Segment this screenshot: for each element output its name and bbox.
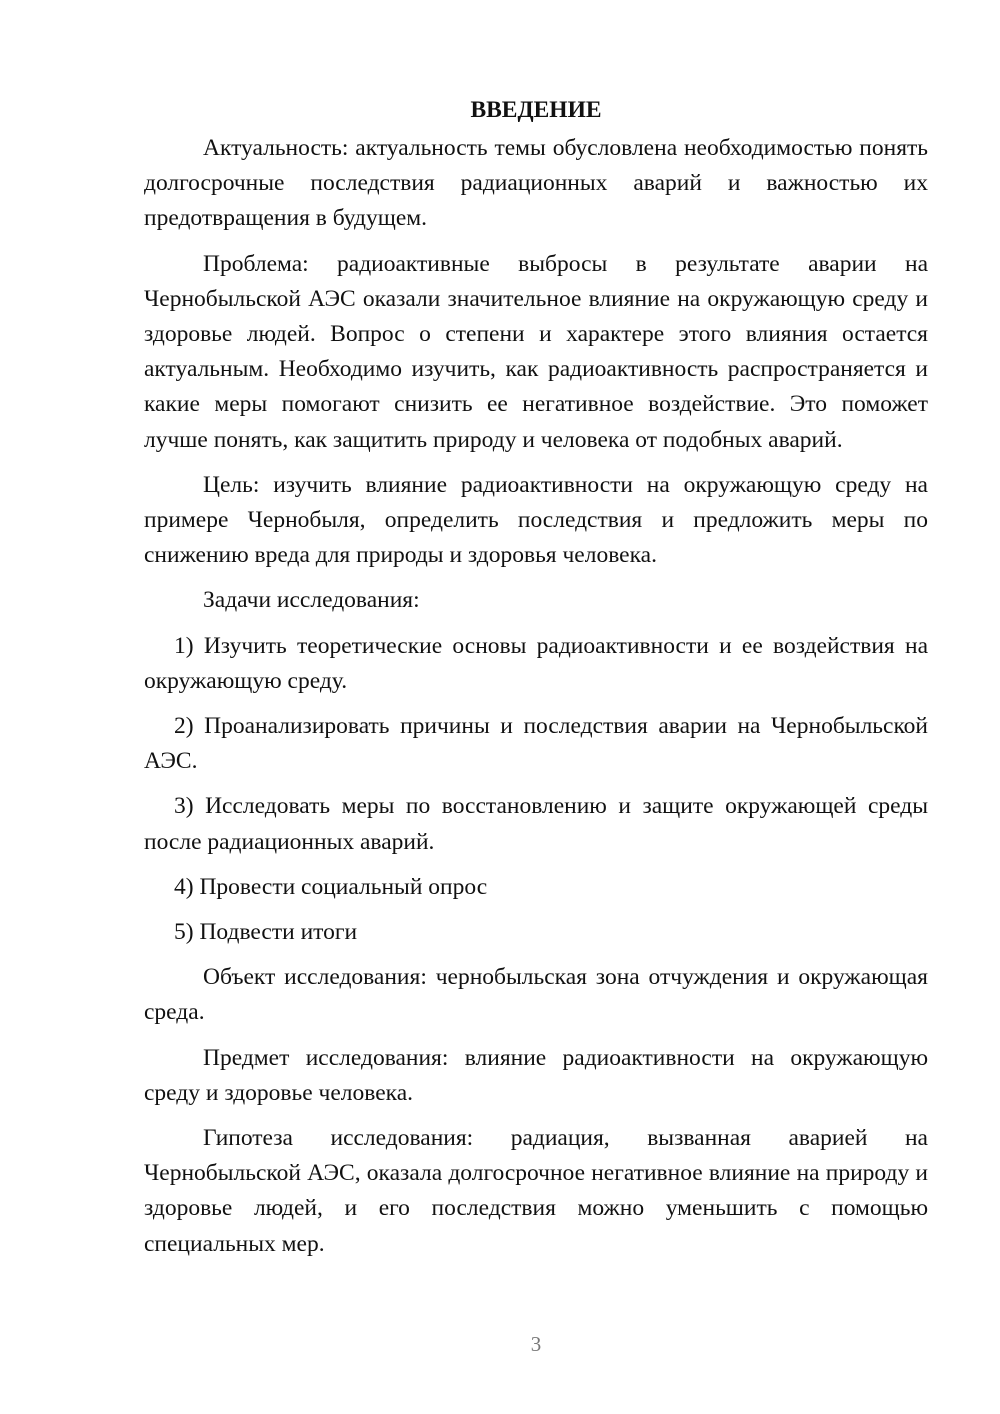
paragraph-relevance: Актуальность: актуальность темы обусловлена необходимостью понять долгосрочные последствия радиационных аварий и важностью их предотвращения в будущем. xyxy=(144,135,928,232)
task-item-4: 4) Провести социальный опрос xyxy=(174,873,488,900)
paragraph-tasks-heading: Задачи исследования: xyxy=(203,587,420,614)
task-item-3: 3) Исследовать меры по восстановлению и защите окружающей среды после радиационных аварий. xyxy=(144,793,928,855)
paragraph-goal: Цель: изучить влияние радиоактивности на окружающую среду на примере Чернобыля, определить последствия и предложить меры по снижению вреда для природы и здоровья человека. xyxy=(144,471,928,569)
paragraph-hypothesis: Гипотеза исследования: радиация, вызванная аварией на Чернобыльской АЭС, оказала долгосрочное негативное влияние на природу и здоровье людей, и его последствия можно уменьшить с помощью специальных мер. xyxy=(144,1125,928,1257)
paragraph-object: Объект исследования: чернобыльская зона отчуждения и окружающая среда. xyxy=(144,964,928,1026)
page-content xyxy=(144,92,928,1262)
task-item-1: 1) Изучить теоретические основы радиоактивности и ее воздействия на окружающую среду. xyxy=(144,632,928,694)
page-title: ВВЕДЕНИЕ xyxy=(470,97,602,123)
paragraph-problem: Проблема: радиоактивные выбросы в результате аварии на Чернобыльской АЭС оказали значительное влияние на окружающую среду и здоровье людей. Вопрос о степени и характере этого влияния остается актуальным. Необходимо изучить, как радиоактивность распространяется и какие меры помогают снизить ее негативное воздействие. Это поможет лучше понять, как защитить природу и человека от подобных аварий. xyxy=(144,250,928,453)
task-item-5: 5) Подвести итоги xyxy=(174,919,358,946)
page-number: 3 xyxy=(530,1332,542,1356)
paragraph-subject: Предмет исследования: влияние радиоактивности на окружающую среду и здоровье человека. xyxy=(144,1044,928,1106)
task-item-2: 2) Проанализировать причины и последствия аварии на Чернобыльской АЭС. xyxy=(144,713,928,775)
